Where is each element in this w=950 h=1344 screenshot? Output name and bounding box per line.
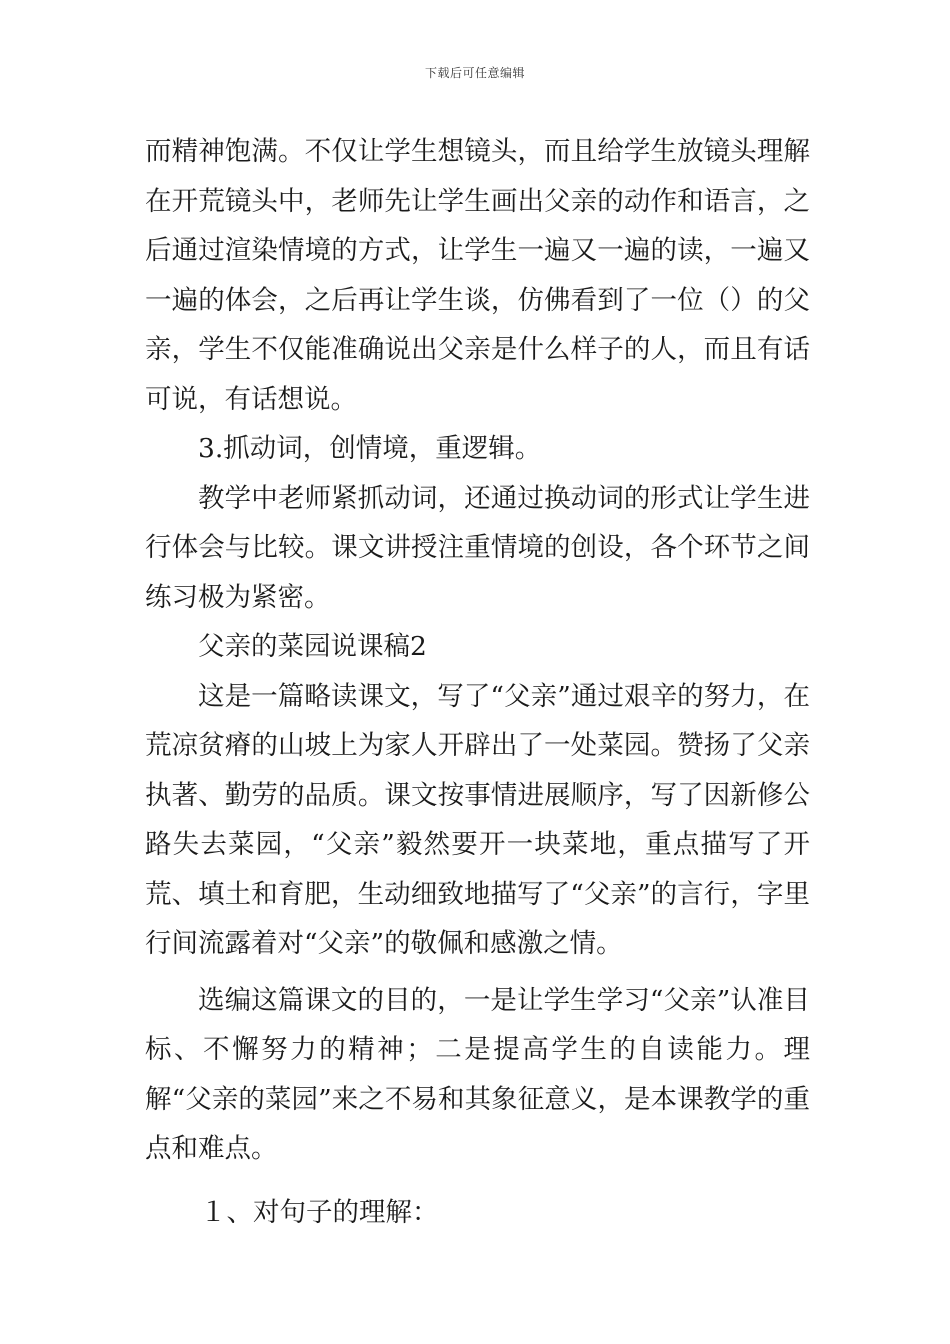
paragraph-camera-analysis: 而精神饱满。不仅让学生想镜头，而且给学生放镜头理解在开荒镜头中，老师先让学生画出父亲的动作和语言，之后通过渲染情境的方式，让学生一遍又一遍的读，一遍又一遍的体会，之后再让学生谈，仿佛看到了一位（）的父亲，学生不仅能准确说出父亲是什么样子的人，而且有话可说，有话想说。: [145, 136, 810, 415]
section-title-lesson-plan-2: 父亲的菜园说课稿2: [198, 631, 427, 662]
list-item-sentence-understanding: １、对句子的理解：: [200, 1196, 439, 1228]
paragraph-teaching-goals: 选编这篇课文的目的，一是让学生学习“父亲”认准目标、不懈努力的精神；二是提高学生的自读能力。理解“父亲的菜园”来之不易和其象征意义，是本课教学的重点和难点。: [145, 984, 810, 1164]
heading-verbs-context-logic: 3.抓动词，创情境，重逻辑。: [198, 433, 542, 464]
paragraph-text-summary: 这是一篇略读课文，写了“父亲”通过艰辛的努力，在荒凉贫瘠的山坡上为家人开辟出了一处菜园。赞扬了父亲执著、勤劳的品质。课文按事情进展顺序，写了因新修公路失去菜园，“父亲”毅然要开一块菜地，重点描写了开荒、填土和育肥，生动细致地描写了“父亲”的言行，字里行间流露着对“父亲”的敬佩和感激之情。: [145, 680, 810, 959]
paragraph-verb-teaching: 教学中老师紧抓动词，还通过换动词的形式让学生进行体会与比较。课文讲授注重情境的创设，各个环节之间练习极为紧密。: [145, 482, 810, 613]
document-body: [145, 127, 810, 1237]
page-header: 下载后可任意编辑: [424, 66, 525, 80]
